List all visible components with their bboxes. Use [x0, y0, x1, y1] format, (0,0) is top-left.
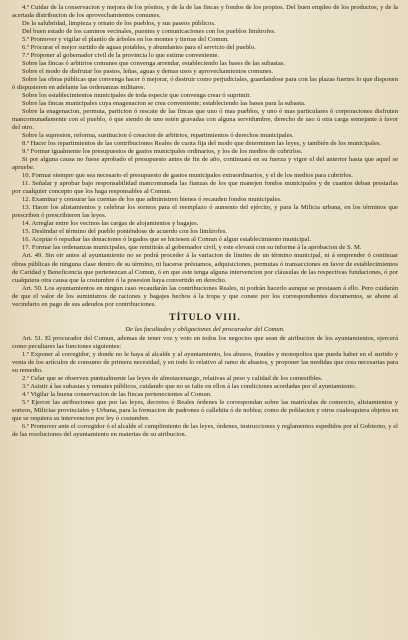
article-paragraph: De la salubridad, limpieza y ornato de los pueblos, y sus paseos públicos. [22, 20, 216, 28]
procurador-paragraph: Art. 51. El procurador del Comun, ademas de tener voz y voto en todos los negocios que sean de atribucion de los ayuntamientos, ejercerá como peculiares las funciones siguientes: [12, 334, 398, 350]
section-title: TÍTULO VIII. [169, 312, 241, 323]
procurador-paragraph: 2.º Celar que se observen puntualmente las leyes de almotacenazgo, relativas al peso y calidad de los comestibles. [22, 374, 323, 382]
articles-block-title-vii [12, 4, 398, 309]
article-paragraph: 14. Arreglar entre los vecinos las cargas de alojamientos y bagajes. [22, 220, 199, 228]
article-paragraph: Del buen estado de los caminos vecinales, puentes y comunicaciones con los pueblos limítrofes. [22, 28, 276, 36]
article-paragraph: 17. Formar las ordenanzas municipales, que remitirán al gobernador civil, y este elevará con su informe á la aprobacion de S. M. [22, 244, 362, 252]
article-paragraph: Sobre la supresion, reforma, sustitucion ó creacion de arbitrios, repartimientos ó derechos municipales. [22, 132, 294, 140]
article-paragraph: 11. Señalar y aprobar bajo responsabilidad mancomunada las fianzas de los que manejen fondos municipales y de cuantos deban prestarlas por cualquier concepto que los haga responsables al Comun. [12, 180, 398, 196]
article-paragraph: 4.º Cuidar de la conservacion y mejora de los pósitos, y de la de las fincas y fondos de los propios. Del buen empleo de los productos, y de la acertada distribucion de los aprovechamientos comunes. [12, 4, 398, 20]
section-subtitle: De las facultades y obligaciones del procurador del Comun. [125, 325, 285, 333]
article-paragraph: 6.º Procurar el mejor surtido de aguas potables, y abundantes para el servicio del pueblo. [22, 44, 256, 52]
article-paragraph: Si por alguna causa no fuese aprobado el presupuesto antes de fin de año, continuará en su fuerza y vigor el del anterior hasta que aquel se apruebe. [12, 156, 398, 172]
article-paragraph: 7.º Proponer al gobernador civil de la provincia lo que estime conveniente. [22, 52, 220, 60]
article-paragraph: Sobre las fincas municipales cuya enagenacion se crea conveniente; estableciendo las bases para la subasta. [22, 100, 306, 108]
procurador-paragraph: 4.º Vigilar la buena conservacion de las fincas pertenecientes al Comun. [22, 390, 212, 398]
article-paragraph: 13. Hacer los alistamientos y celebrar los sorteos para el reemplazo ó aumento del ejército, y para la Milicia urbana, en los términos que prescriben ó prescribieren las leyes. [12, 204, 398, 220]
article-paragraph: Art. 50. Los ayuntamientos en ningun caso recaudarán las contribuciones Reales, ni podrán hacerlo aunque se prestasen á ello. Pero cuidarán de que el valor de los suministros de raciones y bagajes hechos á la tropa y que conste por los correspondientes documentos, se abone al vecindario en pago de sus adeudos por contribuciones. [12, 284, 398, 308]
article-paragraph: 15. Deslindar el término del pueblo poniéndose de acuerdo con los limítrofes. [22, 228, 227, 236]
article-paragraph: Art. 49. Sin oir antes al ayuntamiento no se podrá proceder á la variacion de límites de un término municipal, ni á emprender ó continuar obras públicas de ninguna clase dentro de su término, ni hacerse préstamos, adquisiciones, permutas ó transacciones en favor de establecimientos de Caridad y Beneficencia que pertenezcan al Comun, ó en que este tenga alguna intervencion por cláusulas de las respectivas fundaciones, ó por cualquiera otra causa que la costumbre ó la posesion haya convertido en derecho. [12, 252, 398, 284]
procurador-paragraph: 3.º Asistir á las subastas y remates públicos, cuidando que no se falte en ellos á las condiciones acordadas por el ayuntamiento. [22, 382, 357, 390]
article-paragraph: 10. Formar siempre que sea necesario el presupuesto de gastos municipales extraordinarios, y el de los medios para cubrirlos. [22, 172, 353, 180]
article-paragraph: Sobre las fincas ó arbitrios comunes que convenga arrendar, estableciendo las bases de las subastas. [22, 60, 286, 68]
article-paragraph: Sobre los establecimientos municipales de toda especie que convenga crear ó suprimir. [22, 92, 251, 100]
article-paragraph: 12. Examinar y censurar las cuentas de los que administren bienes ó recauden fondos municipales. [22, 196, 282, 204]
article-paragraph: Sobre la enagenacion, permuta, particion ó rescate de las fincas que uno ó mas pueblos, y uno ó mas particulares ó corporaciones disfruten mancomunadamente con el pueblo, ó que siendo de uno estén gravadas con alguna servidumbre, derecho de uso ú otra carga semejante á favor del otro. [12, 108, 398, 132]
article-paragraph: Sobre las obras públicas que convenga hacer ó mejorar, ó destruir como perjudiciales, guardandose para con las plazas fuertes lo que disponen ó dispusieren en adelante las ordenanzas militares. [12, 76, 398, 92]
article-paragraph: 5.º Promover y vigilar el plantío de árboles en los montes y tierras del Comun. [22, 36, 229, 44]
articles-block-title-viii [12, 335, 398, 439]
article-paragraph: 9.º Formar igualmente los presupuestos de gastos municipales ordinarios, y los de los medios de cubrirlos. [22, 148, 303, 156]
procurador-paragraph: 6.º Promover ante el corregidor ó el alcalde el cumplimiento de las leyes, órdenes, instrucciones y reglamentos espedidos por el Gobierno, y el de las resoluciones del ayuntamiento en materias de su atribucion. [12, 422, 398, 438]
article-paragraph: 16. Aceptar ó repudiar las donaciones ó legados que se hiciesen al Comun ó algun establecimiento municipal. [22, 236, 311, 244]
procurador-paragraph: 5.º Ejercer las atribuciones que por las leyes, decretos ó Reales órdenes le correspondan sobre las matrículas de comercio, alistamientos y sorteos, Milicias provinciales y Urbana, para la formacion de padrones ó callehita ó de noblea; como de poblacion y otros cualesquiera objetos en que se requiera su intervencion por ley ó costumbre. [12, 398, 398, 422]
article-paragraph: 8.º Hacer los repartimientos de las contribuciones Reales de cuota fija del modo que determinen las leyes, y también de los municipales. [22, 140, 382, 148]
article-paragraph: Sobre el modo de disfrutar los pastos, leñas, aguas y demas usos y aprovechamientos comunes. [22, 68, 274, 76]
procurador-paragraph: 1.º Exponer al corregidor, y donde no le haya al alcalde y al ayuntamiento, los abusos, fraudes y monopolios que pueda haber en el surtido y venta de los artículos de consumo de primera necesidad, y en todo lo relativo al ramo de abastos, y proponer las medidas que crea necesarias para su remedio. [12, 350, 398, 374]
